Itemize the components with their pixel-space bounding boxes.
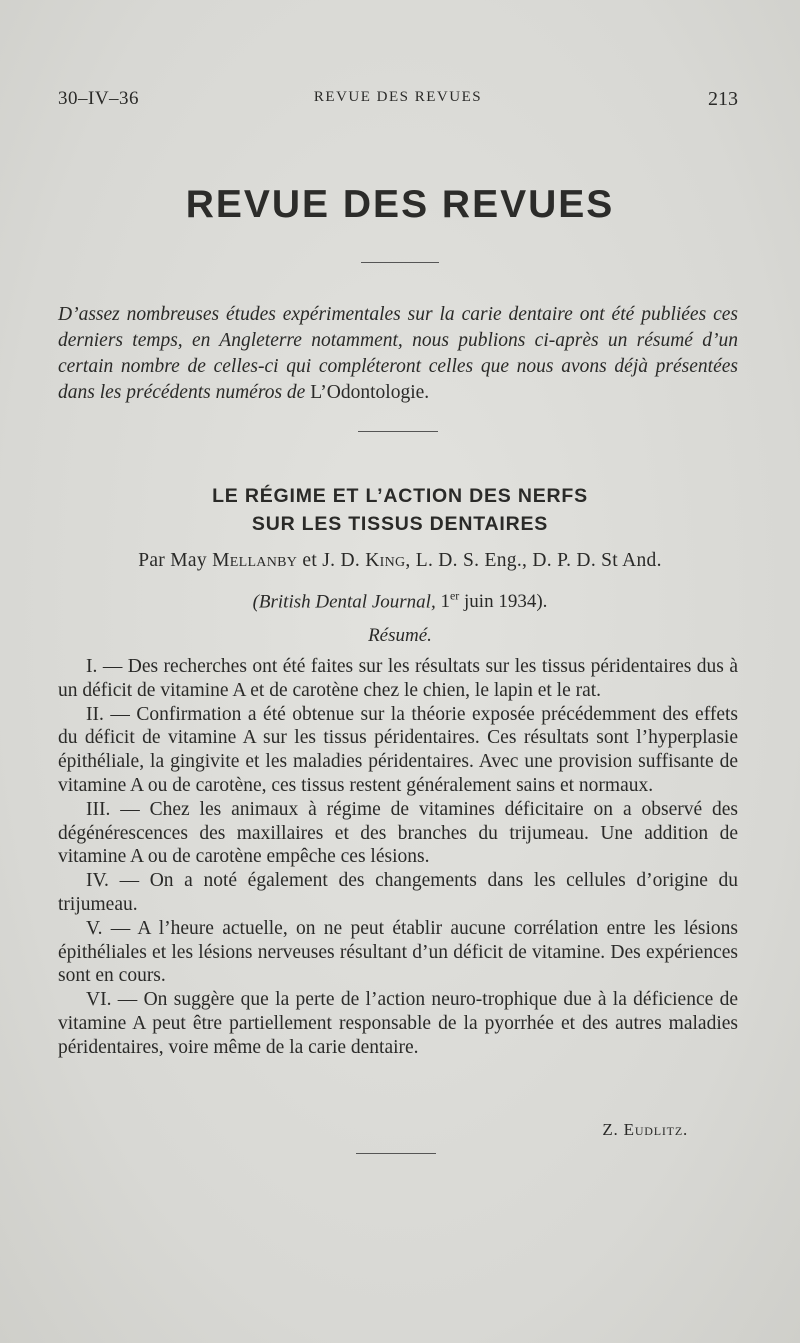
- author-signature: Z. Eudlitz.: [602, 1120, 688, 1139]
- author-name: King: [365, 550, 406, 571]
- author-name: Mellanby: [212, 550, 298, 571]
- article-source: [0, 589, 800, 613]
- intro-text: D’assez nombreuses études expérimentales sur la carie dentaire ont été publiées ces derniers temps, en Angleterre notamment, nous publions ci-après un résumé d’un certain nombre de celles-ci qui compléteront celles que nous avons déjà présentées dans les précédents numéros de: [58, 304, 738, 403]
- article-body: [58, 655, 738, 1060]
- byline-credentials: , L. D. S. Eng., D. P. D. St And.: [405, 550, 662, 571]
- divider-rule: [356, 1153, 436, 1154]
- running-title: REVUE DES REVUES: [313, 89, 483, 105]
- summary-label: Résumé.: [368, 625, 432, 646]
- intro-paragraph: [58, 302, 738, 406]
- summary-paragraph: VI. — On suggère que la perte de l’action neuro-trophique due à la déficience de vitamine A peut être partiellement responsable de la pyorrhée et des autres maladies péridentaires, voire même de la carie dentaire.: [58, 989, 738, 1058]
- summary-paragraph: I. — Des recherches ont été faites sur les résultats sur les tissus péridentaires dus à un déficit de vitamine A et de carotène chez le chien, le lapin et le rat.: [58, 656, 738, 701]
- byline-prefix: Par May: [138, 550, 207, 571]
- page-number: 213: [708, 88, 738, 110]
- issue-date: 30–IV–36: [58, 88, 140, 109]
- article-title-line: LE RÉGIME ET L’ACTION DES NERFS: [212, 485, 588, 507]
- source-journal: (British Dental Journal,: [252, 591, 436, 613]
- divider-rule: [358, 431, 438, 432]
- summary-paragraph: III. — Chez les animaux à régime de vitamines déficitaire on a observé des dégénérescences des maxillaires et des branches du trijumeau. Une addition de vitamine A ou de carotène empêche ces lésions.: [58, 798, 738, 868]
- article-title: [0, 482, 800, 538]
- summary-paragraph: IV. — On a noté également des changements dans les cellules d’origine du trijumeau.: [58, 870, 738, 915]
- article-byline: [0, 550, 800, 572]
- source-date: 1er juin 1934).: [440, 589, 548, 613]
- running-head: [58, 88, 738, 114]
- intro-journal-name: L’Odontologie.: [310, 382, 430, 403]
- summary-paragraph: II. — Confirmation a été obtenue sur la théorie exposée précédemment des effets du déficit de vitamine A sur les tissus péridentaires. Ces résultats sont l’hyperplasie épithéliale, la gingivite et les maladies péridentaires. Avec une provision suffisante de vitamine A ou de carotène, ces tissus restent généralement sains et normaux.: [58, 703, 738, 796]
- article-title-line: SUR LES TISSUS DENTAIRES: [251, 513, 549, 535]
- divider-rule: [361, 262, 439, 263]
- section-title: REVUE DES REVUES: [185, 183, 615, 226]
- byline-conjunction: et J. D.: [302, 550, 361, 571]
- summary-paragraph: V. — A l’heure actuelle, on ne peut établir aucune corrélation entre les lésions épithéliales et les lésions nerveuses résultant d’un déficit de vitamine. Des expériences sont en cours.: [58, 917, 738, 987]
